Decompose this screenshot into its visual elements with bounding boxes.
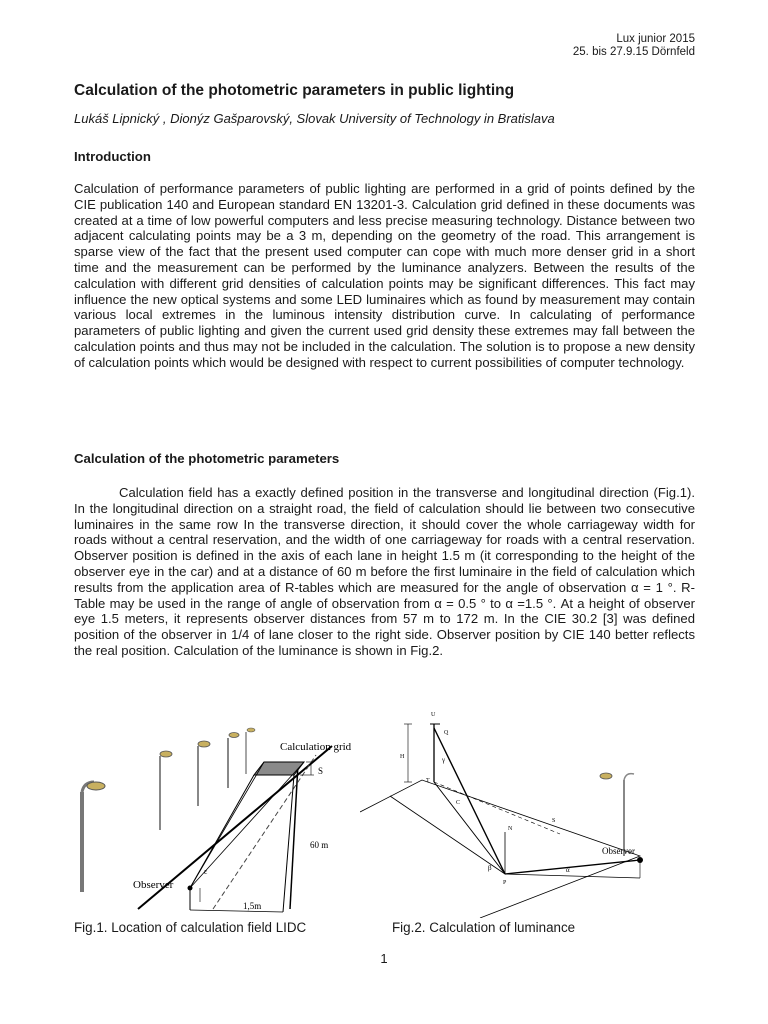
street-lamp-pole [198, 741, 210, 806]
fig2-label-q: Q [444, 730, 449, 736]
calculation-paragraph: Calculation field has a exactly defined position in the transverse and longitudinal direction (Fig.1). In the longitudinal direction on a straight road, the field of calculation should lie between two consecutive luminaires in the same row In the transverse direction, it should cover the whole carriageway width for roads without a central reservation, and the width of one carriageway for roads with a central reservation. Observer position is defined in the axis of each lane in height 1.5 m (it corresponding to the height of the observer eye in the car) and at a distance of 60 m before the first luminaire in the field of calculation which results from the application area of R-tables which are measured for the angle of observation α = 1 °. R-Table may be used in the range of angle of observation from α = 0.5 ° to α =1.5 °. At a height of observer eye 1.5 meters, it represents observer distances from 57 m to 172 m. In the CIE 30.2 [3] was defined position of the observer in 1/4 of lane closer to the right side. Observer position by CIE 140 better reflects the real position. Calculation of the luminance is shown in Fig.2. [74, 485, 695, 658]
conference-header [573, 33, 695, 59]
fig1-label-s: S [318, 766, 324, 776]
fig1-label-grid: Calculation grid [280, 741, 352, 753]
paper-title: Calculation of the photometric parameters in public lighting [74, 82, 515, 99]
fig2-label-observer: Observer [602, 846, 635, 856]
calculation-heading: Calculation of the photometric parameters [74, 451, 340, 466]
fig1-label-angle: ε [204, 867, 208, 876]
fig2-label-beta: β [488, 864, 492, 872]
fig2-label-p: P [503, 880, 507, 886]
conference-name: Lux junior 2015 [616, 33, 695, 45]
calculation-grid-area [254, 762, 304, 775]
figure-1-caption: Fig.1. Location of calculation field LIDC [74, 920, 307, 935]
fig2-label-gamma: γ [442, 756, 446, 764]
figure-1-diagram [68, 722, 368, 918]
fig1-label-observer: Observer [133, 879, 174, 891]
fig1-label-distance: 60 m [310, 840, 329, 850]
street-lamp-pole [160, 751, 172, 830]
street-lamp-pole [246, 728, 255, 774]
figure-2-diagram [360, 706, 648, 918]
introduction-heading: Introduction [74, 149, 151, 164]
figure-2-caption: Fig.2. Calculation of luminance [392, 920, 576, 935]
street-lamp-pole [82, 782, 105, 892]
fig2-label-t: T [426, 778, 430, 784]
fig2-label-s: S [552, 818, 556, 824]
fig2-label-alpha: α [566, 866, 570, 874]
fig1-label-height: 1,5m [243, 901, 262, 911]
fig2-label-h: H [400, 754, 405, 760]
street-lamp-pole [228, 733, 239, 789]
page-number: 1 [380, 951, 388, 966]
author-line: Lukáš Lipnický , Dionýz Gašparovský, Slovak University of Technology in Bratislava [74, 111, 555, 126]
introduction-paragraph: Calculation of performance parameters of public lighting are performed in a grid of points defined by the CIE publication 140 and European standard EN 13201-3. Calculation grid defined in these documents was created at a time of low powerful computers and less precise measuring technology. Distance between two adjacent calculating points may be a 3 m, depending on the geometry of the road. This arrangement is sparse view of the fact that the present used computer can cope with much more denser grid in a short time and the measurement can be performed by the luminance analyzers. Between the results of the calculation with different grid densities of calculation points may be significant differences. This fact may influence the new optical systems and some LED luminaires which as found by measurement may contain various local extremes in the luminous intensity distribution curve. In calculating of performance parameters of public lighting and given the current used grid density these extremes may fall between the calculation points and thus may not be included in the calculation. The solution is to propose a new density of calculation points which would be designed with respect to current possibilities of computer technology. [74, 181, 695, 370]
fig2-label-n: N [508, 826, 513, 832]
fig2-label-c: C [456, 800, 461, 806]
conference-dates: 25. bis 27.9.15 Dörnfeld [572, 46, 695, 58]
fig2-label-u: U [431, 712, 436, 718]
observer-point [188, 886, 193, 891]
